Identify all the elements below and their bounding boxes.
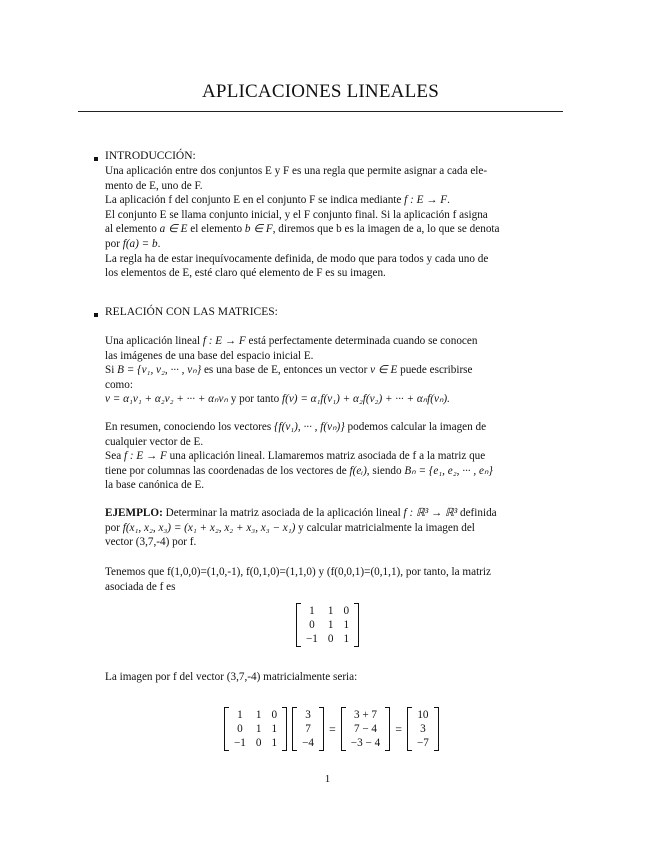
matrix-cell: 0 — [343, 605, 350, 617]
intro-line: por f(a) = b. — [105, 237, 161, 250]
vector-bracket — [292, 707, 324, 751]
text-line: tiene por columnas las coordenadas de los vectores de f(eᵢ), siendo Bₙ = {e₁, e₂, ··· , eₙ} — [105, 464, 493, 477]
example-label: EJEMPLO: — [105, 507, 163, 519]
matrix-cell: 1 — [343, 633, 350, 645]
text-line: vector (3,7,-4) por f. — [105, 536, 197, 549]
matrix-cell: 0 — [309, 619, 315, 631]
text-line: v = α₁v₁ + α₂v₂ + ··· + αₙvₙ y por tanto f(v) = α₁f(v₁) + α₂f(v₂) + ··· + αₙf(vₙ). — [105, 393, 450, 406]
text-line: asociada de f es — [105, 580, 176, 593]
text-line: En resumen, conociendo los vectores {f(v₁), ··· , f(vₙ)} podemos calcular la imagen de — [105, 421, 487, 433]
matrix-equation — [224, 707, 439, 751]
vector-cell: 3 — [305, 709, 311, 721]
equals-sign: = — [329, 721, 336, 736]
matrix-cell: 0 — [237, 723, 243, 735]
intro-line: los elementos de E, esté claro qué elemento de F es su imagen. — [105, 267, 386, 280]
vector-bracket — [407, 707, 439, 751]
text-line: Si B = {v₁, v₂, ··· , vₙ} es una base de E, entonces un vector v ∈ E puede escribirse — [105, 364, 473, 377]
text-line: Una aplicación lineal f : E → F está perfectamente determinada cuando se conocen — [105, 335, 478, 347]
vector-cell: −3 − 4 — [350, 737, 381, 749]
intro-line: mento de E, uno de F. — [105, 179, 203, 192]
intro-line: al elemento a ∈ E el elemento b ∈ F, diremos que b es la imagen de a, lo que se denota — [105, 223, 500, 236]
matrix-cell: 1 — [255, 709, 262, 721]
vector-cell: 3 — [420, 723, 426, 735]
vector-cell: 7 — [305, 723, 311, 735]
section-heading-matrices: RELACIÓN CON LAS MATRICES: — [105, 306, 278, 318]
text-line: por f(x₁, x₂, x₃) = (x₁ + x₂, x₂ + x₃, x₃ − x₁) y calcular matricialmente la imagen del — [105, 521, 475, 534]
matrix-cell: −1 — [306, 633, 318, 645]
title-rule — [78, 111, 563, 112]
example-paragraph-2 — [105, 565, 548, 594]
image-text — [105, 670, 548, 685]
text-line: la base canónica de E. — [105, 479, 205, 492]
vector-bracket — [341, 707, 390, 751]
matrices-paragraph-1 — [105, 334, 548, 407]
intro-line: La aplicación f del conjunto E en el conjunto F se indica mediante f : E → F. — [105, 194, 450, 207]
intro-line: La regla ha de estar inequívocamente definida, de modo que para todos y cada uno de — [105, 252, 489, 265]
matrix-cell: 0 — [255, 737, 262, 749]
matrix-cell: 1 — [309, 605, 315, 617]
bullet-icon — [94, 313, 98, 317]
text-line: Tenemos que f(1,0,0)=(1,0,-1), f(0,1,0)=(1,1,0) y (f(0,0,1)=(0,1,1), por tanto, la matriz — [105, 566, 491, 578]
matrix-cell: 1 — [255, 723, 262, 735]
matrix-cell: 0 — [327, 633, 334, 645]
matrix-cell: 1 — [271, 723, 278, 735]
example-paragraph — [105, 506, 548, 550]
intro-paragraph — [105, 164, 548, 281]
equals-sign: = — [395, 721, 402, 736]
matrix-cell: 1 — [327, 619, 334, 631]
matrix-cell: 1 — [271, 737, 278, 749]
text-line: cualquier vector de E. — [105, 435, 204, 448]
vector-cell: 3 + 7 — [353, 709, 378, 721]
intro-line: El conjunto E se llama conjunto inicial, y el F conjunto final. Si la aplicación f asigna — [105, 208, 488, 221]
text-line: La imagen por f del vector (3,7,-4) matricialmente seria: — [105, 671, 358, 683]
vector-cell: −7 — [416, 737, 429, 749]
bullet-icon — [94, 157, 98, 161]
text-line: Sea f : E → F una aplicación lineal. Llamaremos matriz asociada de f a la matriz que — [105, 450, 486, 463]
matrix-cell: −1 — [234, 737, 246, 749]
text-line: como: — [105, 378, 133, 391]
intro-line: Una aplicación entre dos conjuntos E y F es una regla que permite asignar a cada ele- — [105, 165, 488, 177]
matrix-cell: 1 — [237, 709, 243, 721]
vector-cell: 10 — [417, 709, 429, 721]
matrix-cell: 1 — [343, 619, 350, 631]
matrix-cell: 0 — [271, 709, 278, 721]
matrix-bracket — [296, 603, 359, 647]
vector-cell: −4 — [302, 737, 314, 749]
matrix-A — [296, 603, 359, 647]
matrix-bracket — [224, 707, 287, 751]
section-heading-intro: INTRODUCCIÓN: — [105, 150, 196, 162]
page-number: 1 — [324, 773, 331, 785]
vector-cell: 7 − 4 — [353, 723, 378, 735]
matrix-cell: 1 — [327, 605, 334, 617]
text-line: las imágenes de una base del espacio inicial E. — [105, 349, 314, 362]
text-line: EJEMPLO: Determinar la matriz asociada de la aplicación lineal f : ℝ³ → ℝ³ definida — [105, 507, 497, 519]
page-title: APLICACIONES LINEALES — [202, 81, 439, 102]
matrices-paragraph-2 — [105, 420, 548, 493]
